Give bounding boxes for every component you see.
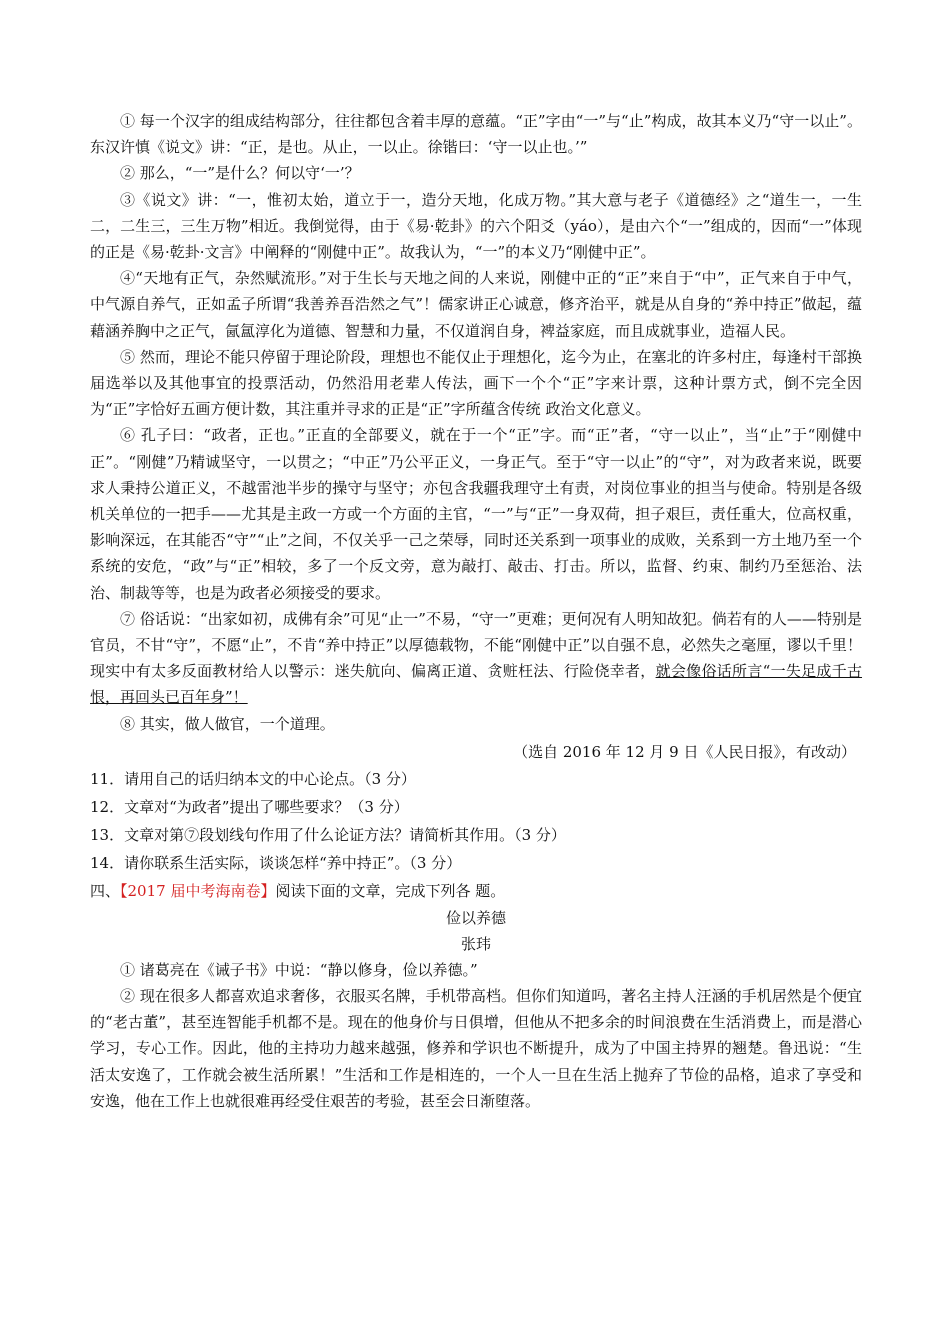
source-tag: 【2017 届中考海南卷】 <box>120 881 276 900</box>
article-author: 张玮 <box>460 934 491 953</box>
paragraph-6: ⑥ 孔子曰：“政者，正也。”正直的全部要义，就在于一个“正”字。而“正”者，“守一以止”，当“止”于“刚健中正”。“刚健”乃精诚坚守，一以贯之；“中正”乃公平正义，一身正气。至于“守一以止”的“守”，对为政者来说，既要求人秉持公道正义，不越雷池半步的操守与坚守；亦包含我疆我理守土有责，对岗位事业的担当与使命。特别是各级机关单位的一把手——尤其是主政一方或一个方面的主官，“一”与“正”一身双荷，担子艰巨，责任重大，位高权重，影响深远，在其能否“守”“止”之间，不仅关乎一己之荣辱，同时还关系到一项事业的成败，关系到一方土地乃至一个系统的安危，“政”与“正”相较，多了一个反文旁，意为敲打、敲击、打击。所以，监督、约束、制约乃至惩治、法治、制裁等等，也是为政者必须接受的要求。 <box>90 426 862 602</box>
underlined-sentence: 就会像俗话所言“一失足成千古恨，再回头已百年身”！ <box>90 662 863 707</box>
paragraph-4: ④“天地有正气，杂然赋流形。”对于生长与天地之间的人来说，刚健中正的“正”来自于“中”，正气来自于中气，中气源自养气，正如孟子所谓“我善养吾浩然之气”！儒家讲正心诚意，修齐治平，就是从自身的“养中持正”做起，蕴藉涵养胸中之正气，氤氲淳化为道德、智慧和力量，不仅道润自身，裨益家庭，而且成就事业，造福人民。 <box>90 269 862 340</box>
passage-two <box>90 905 862 1114</box>
question-11: 11．请用自己的话归纳本文的中心论点。（3 分） <box>90 769 416 788</box>
question-12: 12．文章对“为政者”提出了哪些要求？（3 分） <box>90 797 409 816</box>
question-14: 14．请你联系生活实际，谈谈怎样“养中持正”。（3 分） <box>90 853 462 872</box>
paragraph-7-text: ⑦ 俗话说：“出家如初，成佛有余”可见“止一”不易，“守一”更难；更何况有人明知故犯。倘若有的人——特别是官员，不甘“守”，不愿“止”，不肯“养中持正”以厚德载物，不能“刚健中正”以自强不息，必然失之毫厘，谬以千里！现实中有太多反面教材给人以警示：迷失航向、偏离正道、贪赃枉法、行险侥幸者， <box>90 609 862 681</box>
paragraph-7 <box>90 606 862 711</box>
passage-two-paragraph-2: ② 现在很多人都喜欢追求奢侈，衣服买名牌，手机带高档。但你们知道吗，著名主持人汪涵的手机居然是个便宜的“老古董”，甚至连智能手机都不是。现在的他身价与日俱增，但他从不把多余的时间浪费在生活消费上，而是潜心学习，专心工作。因此，他的主持功力越来越强，修养和学识也不断提升，成为了中国主持界的翘楚。鲁迅说：“生活太安逸了，工作就会被生活所累！”生活和工作是相连的，一个人一旦在生活上抛弃了节俭的品格，追求了享受和安逸，他在工作上也就很难再经受住艰苦的考验，甚至会日渐堕落。 <box>90 987 862 1110</box>
paragraph-3: ③《说文》讲：“一，惟初太始，道立于一，造分天地，化成万物。”其大意与老子《道德经》之“道生一，一生二，二生三，三生万物”相近。我倒觉得，由于《易·乾卦》的六个阳爻（yáo），是由六个“一”组成的，因而“一”体现的正是《易·乾卦·文言》中阐释的“刚健中正”。故我认为，“一”的本义乃“刚健中正”。 <box>90 190 862 262</box>
paragraph-5: ⑤ 然而，理论不能只停留于理论阶段，理想也不能仅止于理想化，迄今为止，在塞北的许多村庄，每逢村干部换届选举以及其他事宜的投票活动，仍然沿用老辈人传法，画下一个个“正”字来计票，这种计票方式，倒不完全因为“正”字恰好五画方便计数，其注重并寻求的正是“正”字所蕴含传统 政治文化意义。 <box>90 347 862 419</box>
section-instruction: 阅读下面的文章，完成下列各 题。 <box>275 881 506 900</box>
passage-two-paragraph-1: ① 诸葛亮在《诫子书》中说：“静以修身，俭以养德。” <box>120 960 478 979</box>
section-number: 四、 <box>90 881 121 900</box>
document-page <box>90 108 862 1114</box>
section-four-heading <box>90 877 862 905</box>
paragraph-1: ① 每一个汉字的组成结构部分，往往都包含着丰厚的意蕴。“正”字由“一”与“止”构成，故其本义乃“守一以止”。东汉许慎《说文》讲：“正，是也。从止，一以止。徐锴曰：‘守一以止也。’” <box>90 112 862 157</box>
question-list <box>90 765 862 877</box>
paragraph-8: ⑧ 其实，做人做官，一个道理。 <box>120 714 335 733</box>
source-citation: （选自 2016 年 12 月 9 日《人民日报》，有改动） <box>513 742 856 761</box>
question-13: 13．文章对第⑦段划线句作用了什么论证方法？请简析其作用。（3 分） <box>90 825 566 844</box>
paragraph-2: ② 那么，“一”是什么？何以守‘一’？ <box>120 164 360 183</box>
passage-one <box>90 108 862 765</box>
article-title: 俭以养德 <box>445 908 506 927</box>
